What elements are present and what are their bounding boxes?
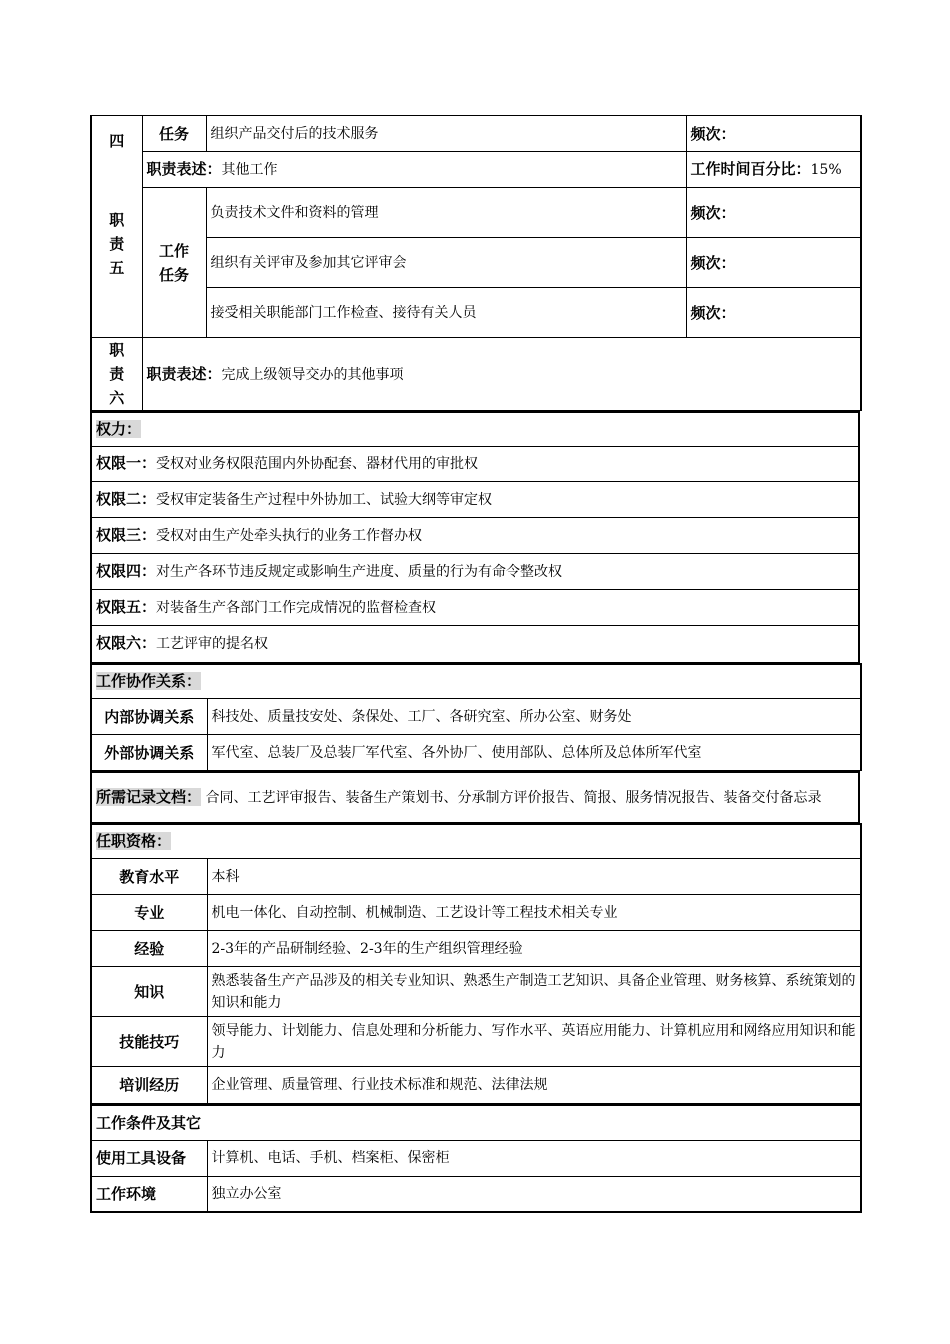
authority-item: 权限六：工艺评审的提名权 <box>91 625 859 662</box>
qualification-title: 任职资格： <box>96 831 172 850</box>
prev-duty-label: 四 <box>91 116 142 152</box>
duty5-description <box>142 152 686 188</box>
duty5-desc-text: 其他工作 <box>221 162 278 178</box>
authority-table <box>90 411 860 663</box>
authority-item: 权限三：受权对由生产处牵头执行的业务工作督办权 <box>91 517 859 553</box>
qual-label-major: 专业 <box>91 895 207 931</box>
work-task-3-freq: 频次： <box>686 288 861 338</box>
cooperation-title: 工作协作关系： <box>96 671 202 690</box>
external-label: 外部协调关系 <box>91 735 207 771</box>
work-task-label: 工作 任务 <box>142 188 206 338</box>
duty6-side-label: 职 责 六 <box>91 338 142 411</box>
percent-value: 15% <box>810 162 842 178</box>
work-task-1: 负责技术文件和资料的管理 <box>206 188 686 238</box>
task-text: 组织产品交付后的技术服务 <box>206 116 686 152</box>
internal-label: 内部协调关系 <box>91 699 207 735</box>
work-task-2-freq: 频次： <box>686 238 861 288</box>
duties-table <box>90 115 862 411</box>
env-text: 独立办公室 <box>207 1176 861 1212</box>
qual-label-skills: 技能技巧 <box>91 1017 207 1067</box>
qualification-table <box>90 823 862 1105</box>
authority-item: 权限五：对装备生产各部门工作完成情况的监督检查权 <box>91 589 859 625</box>
authority-item: 权限二：受权审定装备生产过程中外协加工、试验大纲等审定权 <box>91 481 859 517</box>
conditions-title: 工作条件及其它 <box>91 1105 861 1140</box>
work-task-3: 接受相关职能部门工作检查、接待有关人员 <box>206 288 686 338</box>
authority-item: 权限四：对生产各环节违反规定或影响生产进度、质量的行为有命令整改权 <box>91 553 859 589</box>
duty6-desc-label: 职责表述： <box>146 364 222 383</box>
work-task-2: 组织有关评审及参加其它评审会 <box>206 238 686 288</box>
tools-label: 使用工具设备 <box>91 1140 207 1176</box>
qual-text-skills: 领导能力、计划能力、信息处理和分析能力、写作水平、英语应用能力、计算机应用和网络应用知识和能力 <box>207 1017 861 1067</box>
tools-text: 计算机、电话、手机、档案柜、保密柜 <box>207 1140 861 1176</box>
duty5-percent <box>686 152 861 188</box>
qual-label-education: 教育水平 <box>91 859 207 895</box>
duty5-desc-label: 职责表述： <box>146 160 222 178</box>
qual-text-experience: 2-3年的产品研制经验、2-3年的生产组织管理经验 <box>207 931 861 967</box>
duty5-side-label: 职 责 五 <box>91 152 142 338</box>
duty6-description <box>142 338 861 411</box>
conditions-table <box>90 1104 862 1213</box>
records-label: 所需记录文档： <box>96 787 202 806</box>
qual-label-knowledge: 知识 <box>91 967 207 1017</box>
qualification-title-cell <box>91 824 861 859</box>
qual-label-experience: 经验 <box>91 931 207 967</box>
authority-title: 权力： <box>96 419 142 438</box>
records-table <box>90 771 860 823</box>
internal-text: 科技处、质量技安处、条保处、工厂、各研究室、所办公室、财务处 <box>207 699 861 735</box>
authority-item: 权限一：受权对业务权限范围内外协配套、器材代用的审批权 <box>91 446 859 481</box>
records-cell <box>91 772 859 822</box>
percent-label: 工作时间百分比： <box>690 160 811 178</box>
qual-text-education: 本科 <box>207 859 861 895</box>
cooperation-title-cell <box>91 664 861 699</box>
authority-title-cell <box>91 412 859 446</box>
env-label: 工作环境 <box>91 1176 207 1212</box>
task-label: 任务 <box>142 116 206 152</box>
duty6-desc-text: 完成上级领导交办的其他事项 <box>221 366 404 383</box>
qual-text-major: 机电一体化、自动控制、机械制造、工艺设计等工程技术相关专业 <box>207 895 861 931</box>
job-description-document <box>90 115 860 1213</box>
work-task-1-freq: 频次： <box>686 188 861 238</box>
qual-text-training: 企业管理、质量管理、行业技术标准和规范、法律法规 <box>207 1067 861 1104</box>
qual-text-knowledge: 熟悉装备生产产品涉及的相关专业知识、熟悉生产制造工艺知识、具备企业管理、财务核算、系统策划的知识和能力 <box>207 967 861 1017</box>
records-text: 合同、工艺评审报告、装备生产策划书、分承制方评价报告、简报、服务情况报告、装备交付备忘录 <box>201 789 822 806</box>
cooperation-table <box>90 663 862 772</box>
external-text: 军代室、总装厂及总装厂军代室、各外协厂、使用部队、总体所及总体所军代室 <box>207 735 861 771</box>
qual-label-training: 培训经历 <box>91 1067 207 1104</box>
task-freq: 频次： <box>686 116 861 152</box>
